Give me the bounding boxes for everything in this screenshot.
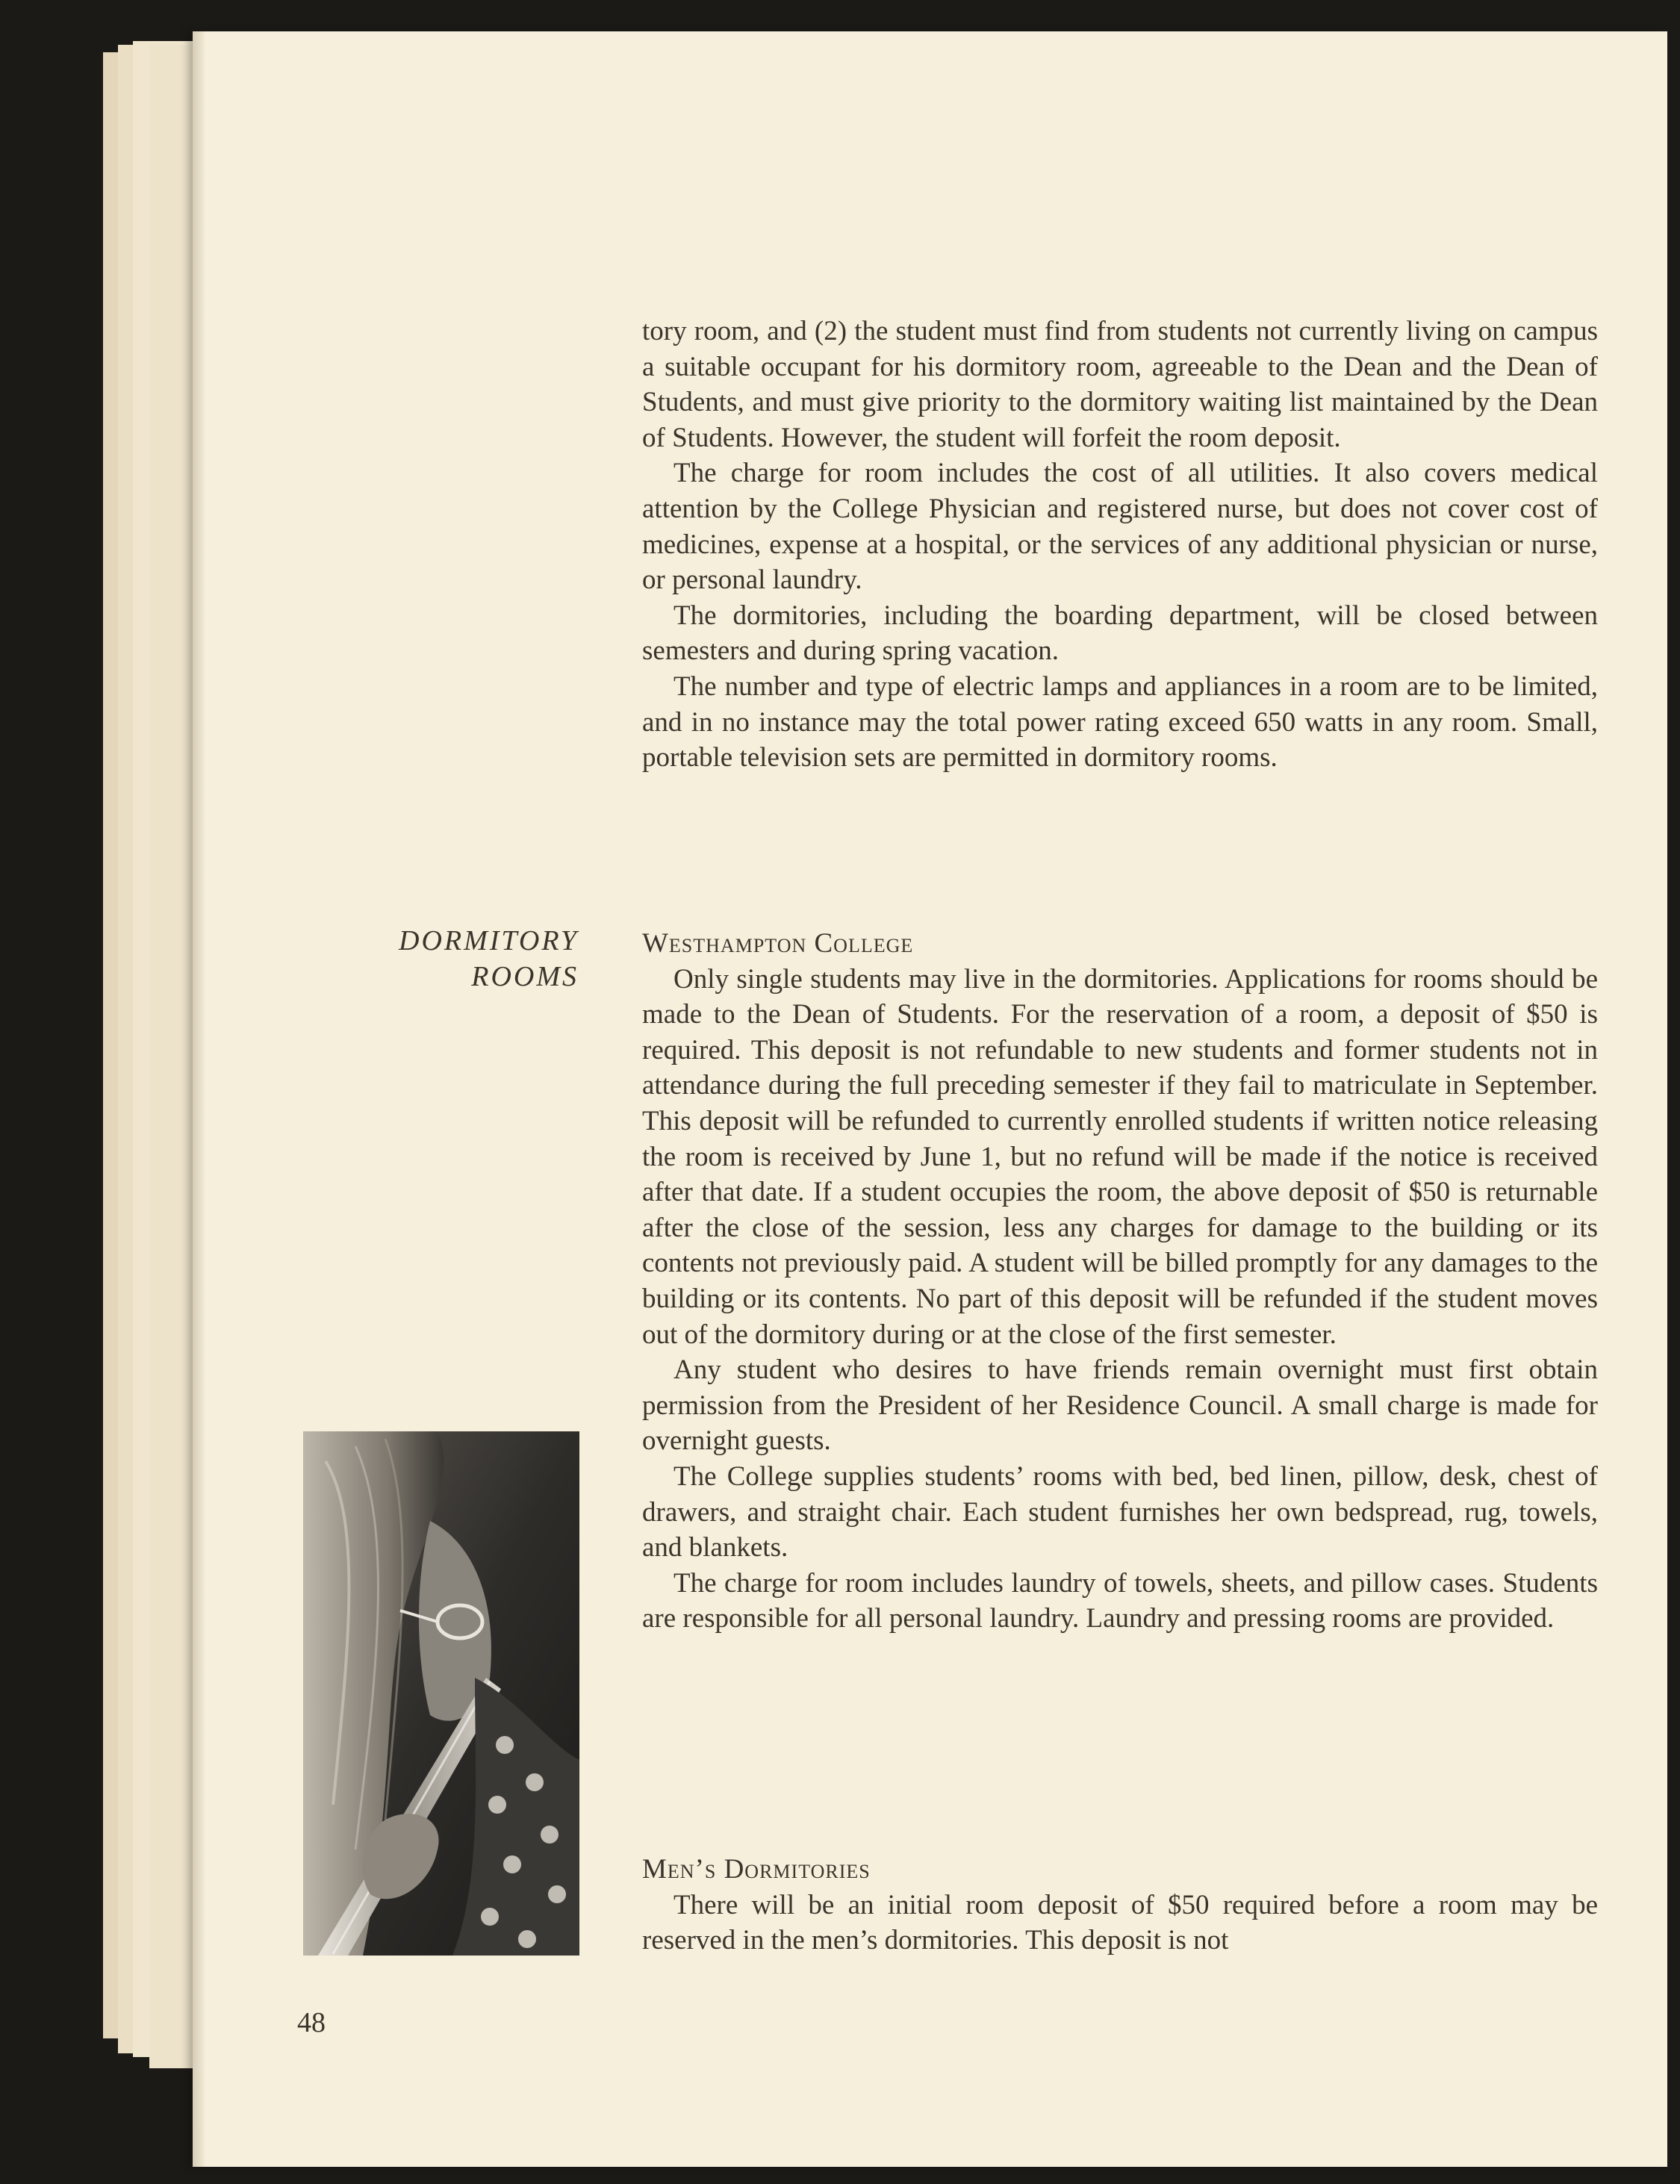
gutter-shadow (193, 31, 206, 2167)
flute-player-image (303, 1431, 579, 1956)
intro-paragraph: tory room, and (2) the student must find from students not currently living on campus a suitable occupant for his dormitory room, agreeable to the Dean and the Dean of Students, and must give priority to the dormitory waiting list maintained by the Dean of Students. However, the student will forfeit the room deposit. (642, 316, 1598, 453)
page-number: 48 (297, 2007, 326, 2038)
westhampton-section (642, 926, 1598, 1637)
mens-dormitories-section (642, 1852, 1598, 1959)
section-paragraph: Any student who desires to have friends remain overnight must first obtain permission from the President of her Residence Council. A small charge is made for overnight guests. (642, 1354, 1598, 1457)
section-paragraph: The College supplies students’ rooms with bed, bed linen, pillow, desk, chest of drawers, and straight chair. Each student furnishes her own bedspread, rug, towels, and blankets. (642, 1460, 1598, 1564)
side-heading (399, 923, 579, 995)
intro-paragraph: The charge for room includes the cost of all utilities. It also covers medical attention by the College Physician and registered nurse, but does not cover cost of medicines, expense at a hospital, or the services of any additional physician or nurse, or personal laundry. (642, 458, 1598, 596)
section-paragraph: The charge for room includes laundry of towels, sheets, and pillow cases. Students are responsible for all personal laundry. Laundry and pressing rooms are provided. (642, 1567, 1598, 1634)
section-heading: Men’s Dormitories (642, 1854, 871, 1885)
intro-paragraph: The dormitories, including the boarding department, will be closed between semesters and during spring vacation. (642, 600, 1598, 667)
section-paragraph: There will be an initial room deposit of $50 required before a room may be reserved in the men’s dormitories. This deposit is not (642, 1889, 1598, 1956)
flute-player-photo (303, 1431, 579, 1956)
section-paragraph: Only single students may live in the dormitories. Applications for rooms should be made to the Dean of Students. For the reservation of a room, a deposit of $50 is required. This deposit is not refundable to new students and former students not in attendance during the full preceding semester if they fail to matriculate in September. This deposit will be refunded to currently enrolled students if written notice releasing the room is received by June 1, but no refund will be made if the notice is received after that date. If a student occupies the room, the above deposit of $50 is returnable after the close of the session, less any charges for damage to the building or its contents not previously paid. A student will be billed promptly for any damages to the building or its contents. No part of this deposit will be refunded if the student moves out of the dormitory during or at the close of the first semester. (642, 963, 1598, 1350)
side-heading-line: DORMITORY (399, 925, 579, 956)
side-heading-line: ROOMS (471, 961, 579, 992)
intro-paragraph: The number and type of electric lamps and appliances in a room are to be limited, and in no instance may the total power rating exceed 650 watts in any room. Small, portable television sets are permitted in dormitory rooms. (642, 671, 1598, 774)
section-heading: Westhampton College (642, 928, 914, 959)
intro-text-block (642, 314, 1598, 776)
